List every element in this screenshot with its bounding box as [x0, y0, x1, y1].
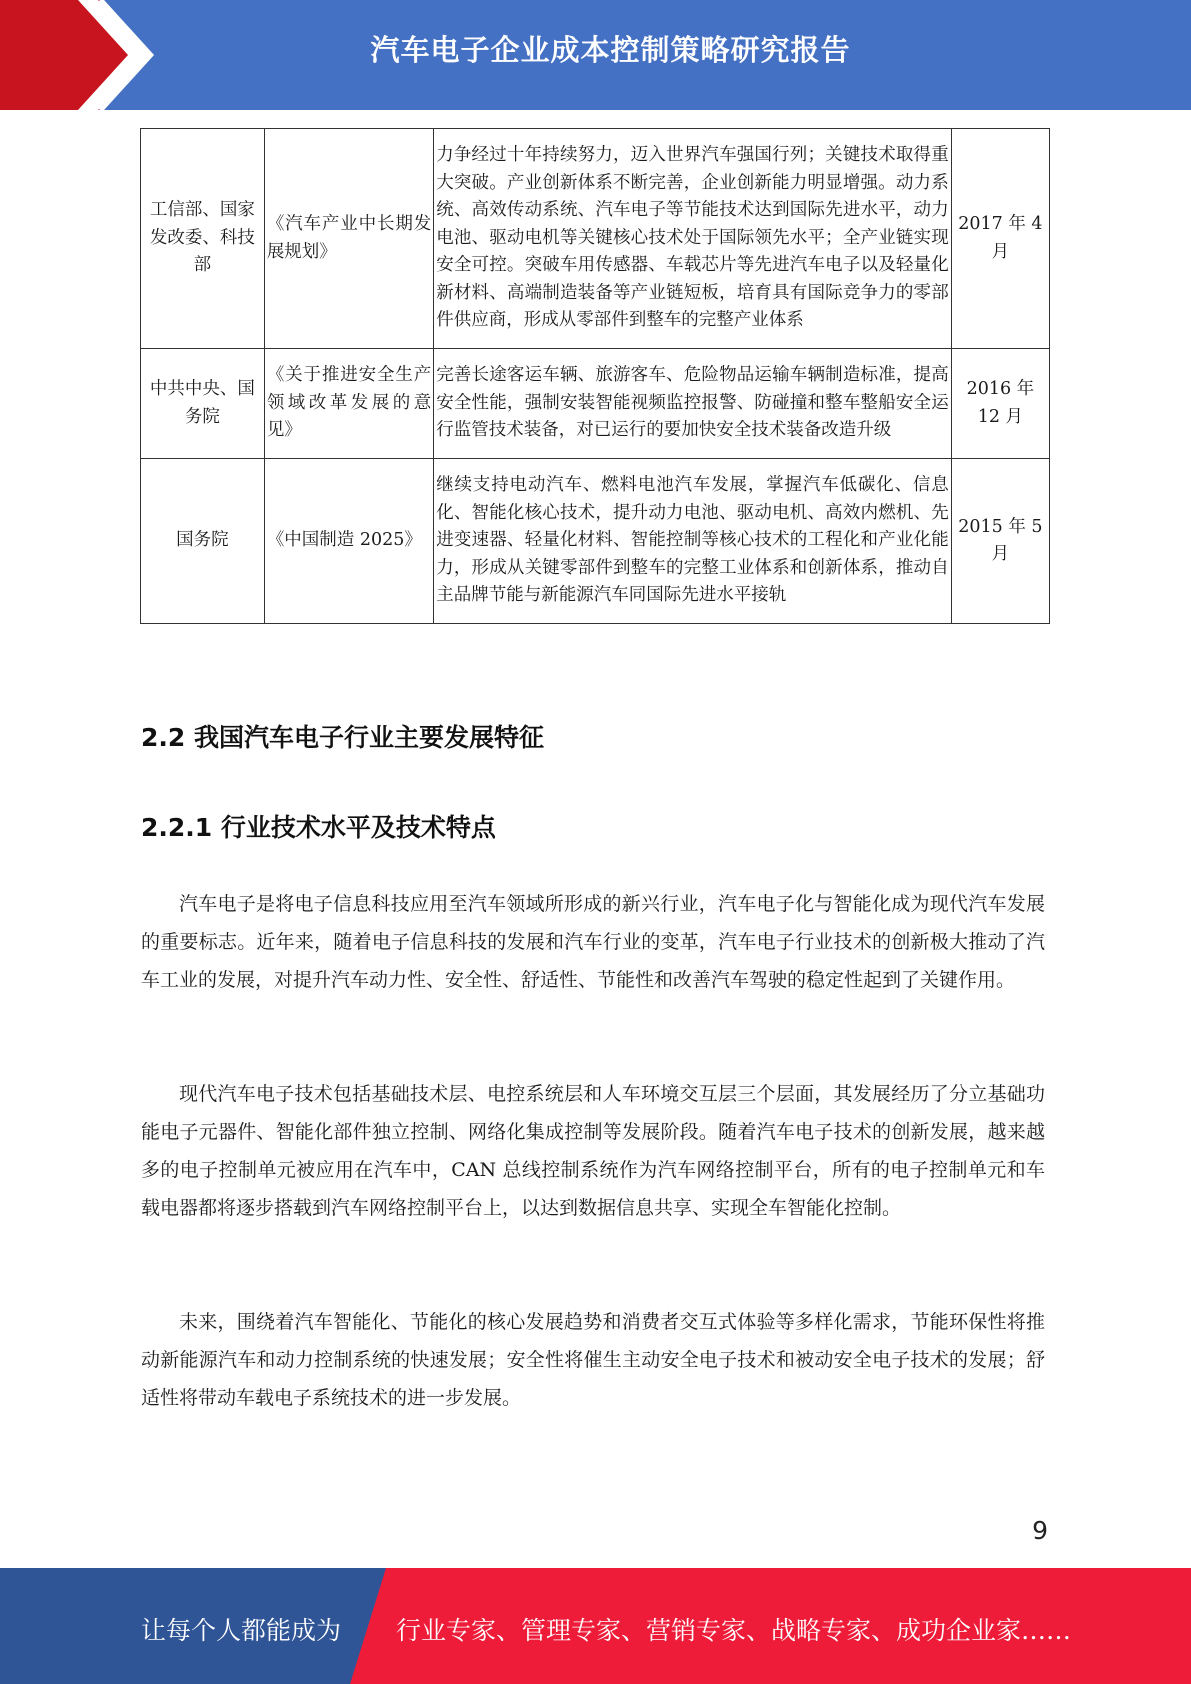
date-cell: 2015 年 5 月: [951, 459, 1049, 624]
doc-cell: 《关于推进安全生产领域改革发展的意见》: [264, 349, 433, 459]
footer-slogan-right: 行业专家、管理专家、营销专家、战略专家、成功企业家……: [396, 1616, 1072, 1645]
content-cell: 继续支持电动汽车、燃料电池汽车发展，掌握汽车低碳化、信息化、智能化核心技术，提升动力电池、驱动电机、高效内燃机、先进变速器、轻量化材料、智能控制等核心技术的工程化和产业化能力，形成从关键零部件到整车的完整工业体系和创新体系，推动自主品牌节能与新能源汽车同国际先进水平接轨: [434, 459, 952, 624]
table-row: [141, 459, 1050, 624]
dept-cell: 国务院: [141, 459, 265, 624]
report-title: 汽车电子企业成本控制策略研究报告: [370, 33, 851, 67]
dept-cell: 工信部、国家发改委、科技部: [141, 129, 265, 349]
doc-cell: 《汽车产业中长期发展规划》: [264, 129, 433, 349]
page-header: [0, 0, 1191, 110]
content-cell: 力争经过十年持续努力，迈入世界汽车强国行列；关键技术取得重大突破。产业创新体系不断完善，企业创新能力明显增强。动力系统、高效传动系统、汽车电子等节能技术达到国际先进水平，动力电池、驱动电机等关键核心技术处于国际领先水平；全产业链实现安全可控。突破车用传感器、车载芯片等先进汽车电子以及轻量化新材料、高端制造装备等产业链短板，培育具有国际竞争力的零部件供应商，形成从零部件到整车的完整产业体系: [434, 129, 952, 349]
content-cell: 完善长途客运车辆、旅游客车、危险物品运输车辆制造标准，提高安全性能，强制安装智能视频监控报警、防碰撞和整车整船安全运行监管技术装备，对已运行的要加快安全技术装备改造升级: [434, 349, 952, 459]
section-heading: 2.2 我国汽车电子行业主要发展特征: [141, 723, 544, 752]
footer-slogan-left: 让每个人都能成为: [141, 1616, 342, 1645]
date-cell: 2016 年 12 月: [951, 349, 1049, 459]
doc-cell: 《中国制造 2025》: [264, 459, 433, 624]
body-paragraph: 未来，围绕着汽车智能化、节能化的核心发展趋势和消费者交互式体验等多样化需求，节能环保性将推动新能源汽车和动力控制系统的快速发展；安全性将催生主动安全电子技术和被动安全电子技术的发展；舒适性将带动车载电子系统技术的进一步发展。: [141, 1311, 1045, 1409]
page-footer: [0, 1568, 1191, 1684]
dept-cell: 中共中央、国务院: [141, 349, 265, 459]
date-cell: 2017 年 4 月: [951, 129, 1049, 349]
policy-table: [140, 128, 1050, 624]
body-paragraph: 汽车电子是将电子信息科技应用至汽车领域所形成的新兴行业，汽车电子化与智能化成为现代汽车发展的重要标志。近年来，随着电子信息科技的发展和汽车行业的变革，汽车电子行业技术的创新极大推动了汽车工业的发展，对提升汽车动力性、安全性、舒适性、节能性和改善汽车驾驶的稳定性起到了关键作用。: [141, 893, 1045, 991]
table-row: [141, 129, 1050, 349]
table-row: [141, 349, 1050, 459]
subsection-heading: 2.2.1 行业技术水平及技术特点: [141, 813, 496, 842]
body-paragraph: 现代汽车电子技术包括基础技术层、电控系统层和人车环境交互层三个层面，其发展经历了分立基础功能电子元器件、智能化部件独立控制、网络化集成控制等发展阶段。随着汽车电子技术的创新发展，越来越多的电子控制单元被应用在汽车中，CAN 总线控制系统作为汽车网络控制平台，所有的电子控制单元和车载电器都将逐步搭载到汽车网络控制平台上，以达到数据信息共享、实现全车智能化控制。: [141, 1083, 1045, 1219]
page-number: 9: [1032, 1516, 1048, 1545]
